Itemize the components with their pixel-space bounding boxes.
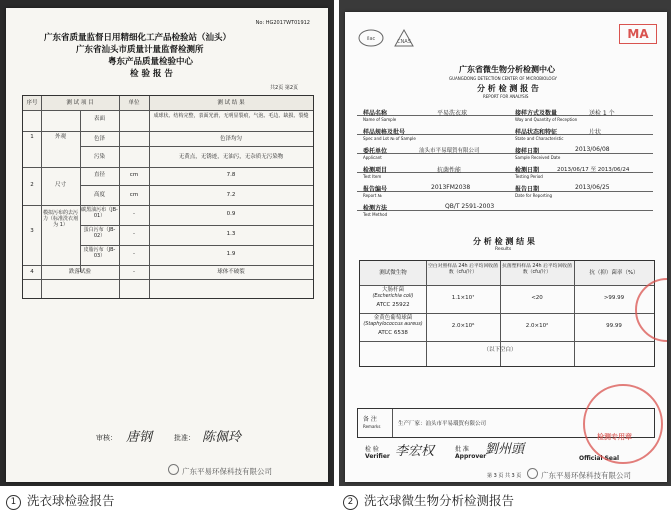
field-value: 2013/06/08 xyxy=(575,146,610,153)
left-report-page xyxy=(6,8,328,482)
blank-count: 2.0×10⁶ xyxy=(451,323,475,329)
kill-rate: 99.99 xyxy=(606,323,622,329)
sample-count: 2.0×10² xyxy=(525,323,549,329)
approver-signature: 陈佩玲 xyxy=(202,430,242,445)
row-result: 无黄点，无锈迹，无油污，无杂质无污染物 xyxy=(178,154,284,160)
row-item: 碳黑油污布（JB-01） xyxy=(81,207,118,219)
header-line-3: 粤东产品质量检验中心 xyxy=(108,57,194,67)
field-label: 样品规格及批号 xyxy=(363,129,406,136)
page-indicator: 第 3 页 共 3 页 xyxy=(487,473,522,479)
wechat-icon xyxy=(527,468,538,479)
row-no: 2 xyxy=(30,182,34,188)
organism-latin: (Staphylococcus aureus) xyxy=(363,322,423,327)
col-header: 测试微生物 xyxy=(379,270,407,276)
approver-label-en: Approver xyxy=(455,453,487,460)
remark-value: 生产厂家：汕头市平易環賀有限公司 xyxy=(398,421,487,427)
row-unit: cm xyxy=(129,192,139,198)
report-title: 分 析 检 测 报 告 xyxy=(477,84,539,93)
organism-latin: (Escherichia coli) xyxy=(372,294,414,299)
col-header-item: 测 试 项 目 xyxy=(66,100,94,106)
field-label: 样品状态和特征 xyxy=(515,129,558,136)
col-header-result: 测 试 结 果 xyxy=(217,100,245,106)
watermark-text: 广东平易环保科技有限公司 xyxy=(541,471,631,480)
approver-label: 批准： xyxy=(174,434,195,442)
field-label: 检测项目 xyxy=(363,167,388,174)
field-value: 抗菌性能 xyxy=(437,167,462,174)
row-group: 模拟污布的去污力（标准洗衣剂为 1） xyxy=(42,210,78,228)
results-title: 分 析 检 测 结 果 xyxy=(473,237,535,246)
row-item: 色泽 xyxy=(93,136,105,142)
col-header: 空白对照样品 24h 后平均回收菌数（cfu/片） xyxy=(428,264,498,275)
field-value: 汕头市平易環賀有限公司 xyxy=(419,148,480,154)
page-indicator: 共2页 第2页 xyxy=(270,85,298,91)
organism-name: 大肠杆菌 xyxy=(381,287,404,293)
row-group: 外观 xyxy=(54,134,66,140)
report-number: No: HG2017WT01912 xyxy=(255,20,310,26)
organism-strain: ATCC 6538 xyxy=(378,330,408,336)
field-label-en: Test Method xyxy=(363,212,388,217)
verifier-label-en: Verifier xyxy=(365,453,390,460)
remark-label: 备 注 xyxy=(363,416,377,423)
blank-count: 1.1×10⁷ xyxy=(451,295,475,301)
row-item: 直径 xyxy=(93,172,105,178)
center-name-en: GUANGDONG DETECTION CENTER OF MICROBIOLOGY xyxy=(449,76,557,81)
field-label: 接样方式及数量 xyxy=(515,110,558,117)
microbe-results-table xyxy=(359,260,655,367)
header-line-2: 广东省汕头市质量计量监督检测所 xyxy=(76,45,204,55)
row-result: 成球状、结构完整，表面光滑，无明显裂痕，气泡、毛边、缺损、裂缝 xyxy=(153,113,309,119)
cma-text: MA xyxy=(627,27,649,41)
field-value: 平易洗衣球 xyxy=(437,110,468,117)
field-label-en: State and Characteristic xyxy=(515,136,564,141)
row-result: 球体不破裂 xyxy=(217,269,245,275)
caption-number: 1 xyxy=(6,495,21,510)
row-item: 高度 xyxy=(93,192,105,198)
seal-text: 检测专用章 xyxy=(597,433,632,441)
field-label-en: Test Item xyxy=(363,174,382,179)
col-header: 抗菌塑料样品 24h 后平均回收菌数（cfu/片） xyxy=(502,264,572,275)
cnas-logo xyxy=(389,26,419,52)
watermark-text: 广东平易环保科技有限公司 xyxy=(182,467,272,476)
remark-label-en: Remarks xyxy=(363,424,381,429)
right-report-photo xyxy=(339,0,671,486)
approver-signature: 劉州頭 xyxy=(485,442,525,457)
svg-text:ilac: ilac xyxy=(366,36,376,42)
row-unit: - xyxy=(133,211,135,217)
wechat-icon xyxy=(168,464,179,475)
field-label-en: Sample Received Date xyxy=(515,155,561,160)
field-label-en: Applicant xyxy=(363,155,382,160)
row-item: 表面 xyxy=(93,116,105,122)
row-no: 1 xyxy=(30,134,34,140)
row-no: 3 xyxy=(30,228,34,234)
row-no: 4 xyxy=(30,269,34,275)
sample-count: <20 xyxy=(531,295,543,301)
row-item: 污染 xyxy=(93,154,105,160)
watermark-left xyxy=(168,464,272,477)
official-seal-stamp xyxy=(583,384,663,464)
caption-right xyxy=(343,491,514,510)
row-result: 1.9 xyxy=(226,251,236,257)
approver-label: 批 准 xyxy=(455,446,469,453)
field-value: 2013FM2038 xyxy=(431,184,471,191)
header-line-4: 检 验 报 告 xyxy=(130,69,173,79)
col-header-no: 序号 xyxy=(26,100,38,106)
organism-strain: ATCC 25922 xyxy=(376,302,410,308)
ilac-mra-logo xyxy=(357,26,385,50)
blank-note: （以下空白） xyxy=(483,347,517,353)
kill-rate: >99.99 xyxy=(603,295,625,301)
field-label: 接样日期 xyxy=(515,148,540,155)
row-result: 色泽均匀 xyxy=(219,136,242,142)
report-title-en: REPORT FOR ANALYSIS xyxy=(483,94,529,99)
reviewer-signature: 唐钢 xyxy=(126,430,153,445)
center-name: 广东省微生物分析检测中心 xyxy=(459,65,555,74)
field-label-en: Testing Period xyxy=(515,174,543,179)
reviewer-label: 审核： xyxy=(96,434,117,442)
row-result: 7.2 xyxy=(226,192,236,198)
results-title-en: Results xyxy=(495,247,512,252)
field-label: 样品名称 xyxy=(363,110,388,117)
row-unit: cm xyxy=(129,172,139,178)
caption-left xyxy=(6,491,115,510)
caption-text: 洗衣球微生物分析检测报告 xyxy=(364,493,515,508)
row-unit: - xyxy=(133,251,135,257)
verifier-signature: 李宏权 xyxy=(395,444,435,459)
watermark-right xyxy=(527,468,631,481)
col-header-unit: 单位 xyxy=(128,100,140,106)
row-unit: - xyxy=(133,269,135,275)
field-label-en: Name of Sample xyxy=(363,117,397,122)
row-result: 0.9 xyxy=(226,211,236,217)
field-label-en: Date for Reporting xyxy=(515,193,553,198)
field-value: 送检 1 个 xyxy=(589,110,615,117)
field-value: 2013/06/17 至 2013/06/24 xyxy=(557,167,630,173)
row-unit: - xyxy=(133,231,135,237)
col-header: 抗（抑）菌率（%） xyxy=(589,270,639,276)
row-group: 跌落试验 xyxy=(68,269,91,275)
field-label: 报告编号 xyxy=(363,186,388,193)
field-label: 检测方法 xyxy=(363,205,388,212)
row-item: 皮脂污布（JB-03） xyxy=(83,247,116,259)
field-label: 委托单位 xyxy=(363,148,388,155)
row-item: 蛋白污布（JB-02） xyxy=(83,227,116,239)
field-label: 检测日期 xyxy=(515,167,540,174)
verifier-label: 检 验 xyxy=(365,446,379,453)
test-results-table xyxy=(22,95,314,299)
row-result: 7.8 xyxy=(226,172,236,178)
left-report-photo xyxy=(0,0,334,486)
official-seal-label: Official Seal xyxy=(579,455,620,462)
field-label: 报告日期 xyxy=(515,186,540,193)
field-value: 2013/06/25 xyxy=(575,184,610,191)
field-label-en: Spec and Lot № of Sample xyxy=(363,136,416,141)
caption-number: 2 xyxy=(343,495,358,510)
row-group: 尺寸 xyxy=(54,182,66,188)
cma-logo xyxy=(619,24,657,44)
field-label-en: Report № xyxy=(363,193,382,198)
svg-text:CNAS: CNAS xyxy=(397,39,411,45)
row-result: 1.3 xyxy=(226,231,236,237)
caption-text: 洗衣球检验报告 xyxy=(27,493,115,508)
organism-name: 金黄色葡萄球菌 xyxy=(373,315,413,321)
field-value: 片状 xyxy=(589,129,602,136)
field-value: QB/T 2591-2003 xyxy=(445,203,495,210)
header-line-1: 广东省质量监督日用精细化工产品检验站（汕头） xyxy=(44,33,232,43)
field-label-en: Way and Quantity of Reception xyxy=(515,117,578,122)
right-report-page xyxy=(345,12,667,482)
